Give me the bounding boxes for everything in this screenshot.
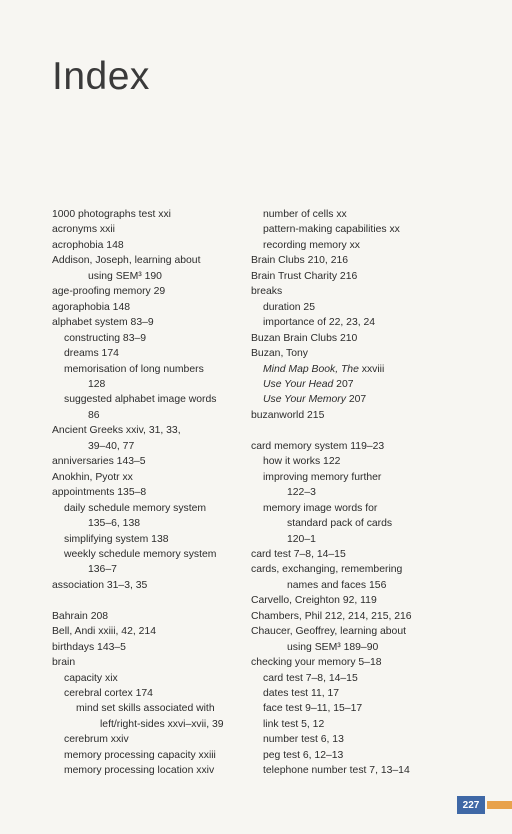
index-entry: Ancient Greeks xxiv, 31, 33, xyxy=(52,425,181,437)
index-column-right xyxy=(251,207,456,779)
index-entry: association 31–3, 35 xyxy=(52,579,148,591)
page-refs: 207 xyxy=(333,378,354,390)
index-subentry: mind set skills associated with xyxy=(76,703,215,715)
index-subentry: using SEM³ 190 xyxy=(88,270,162,282)
index-entry: alphabet system 83–9 xyxy=(52,317,154,329)
index-entry: Bell, Andi xxiii, 42, 214 xyxy=(52,626,156,638)
index-entry: acrophobia 148 xyxy=(52,239,124,251)
index-subentry: memory processing capacity xxiii xyxy=(64,749,216,761)
index-subentry: daily schedule memory system xyxy=(64,502,207,514)
page-number: 227 xyxy=(457,796,485,814)
page-refs: xxviii xyxy=(358,363,385,375)
index-subentry: capacity xix xyxy=(64,672,118,684)
index-subentry: 122–3 xyxy=(287,487,316,499)
index-subentry: standard pack of cards xyxy=(287,518,393,530)
index-entry: agoraphobia 148 xyxy=(52,301,131,313)
index-entry: acronyms xxii xyxy=(52,224,115,236)
index-subentry: names and faces 156 xyxy=(287,579,387,591)
index-subentry: cerebrum xxiv xyxy=(64,734,129,746)
index-subentry: pattern-making capabilities xx xyxy=(263,224,400,236)
entry-spacer xyxy=(251,423,456,438)
index-subentry: duration 25 xyxy=(263,301,315,313)
index-subentry: link test 5, 12 xyxy=(263,718,325,730)
index-entry: 1000 photographs test xxi xyxy=(52,209,171,220)
page-accent-stripe xyxy=(487,801,512,809)
index-subentry xyxy=(251,392,456,407)
page-refs: 207 xyxy=(345,394,367,406)
index-subentry: left/right-sides xxvi–xvii, 39 xyxy=(100,718,224,730)
index-subentry: 135–6, 138 xyxy=(88,518,141,530)
index-subentry: suggested alphabet image words xyxy=(64,394,217,406)
index-entry: Chaucer, Geoffrey, learning about xyxy=(251,626,406,638)
index-subentry: cerebral cortex 174 xyxy=(64,688,153,700)
index-entry: Addison, Joseph, learning about xyxy=(52,255,201,267)
index-entry: Anokhin, Pyotr xx xyxy=(52,471,133,483)
index-entry: breaks xyxy=(251,286,283,298)
index-subentry: peg test 6, 12–13 xyxy=(263,749,344,761)
index-subentry: how it works 122 xyxy=(263,456,341,468)
index-entry: card test 7–8, 14–15 xyxy=(251,548,346,560)
index-entry: anniversaries 143–5 xyxy=(52,456,146,468)
index-column-left xyxy=(52,207,257,779)
index-entry: Brain Clubs 210, 216 xyxy=(251,255,349,267)
index-subentry: memory image words for xyxy=(263,502,378,514)
index-subentry: 136–7 xyxy=(88,564,117,576)
index-subentry: telephone number test 7, 13–14 xyxy=(263,765,410,777)
index-entry: Buzan Brain Clubs 210 xyxy=(251,332,358,344)
index-subentry: dates test 11, 17 xyxy=(263,688,340,700)
index-entry: checking your memory 5–18 xyxy=(251,657,382,669)
index-subentry: number of cells xx xyxy=(263,209,347,220)
index-subentry: improving memory further xyxy=(263,471,382,483)
index-entry: Buzan, Tony xyxy=(251,348,308,360)
index-subentry xyxy=(251,362,456,377)
index-subentry: 86 xyxy=(88,409,100,421)
index-entry: age-proofing memory 29 xyxy=(52,286,166,298)
index-subentry: 120–1 xyxy=(287,533,316,545)
book-title: Use Your Head xyxy=(263,378,334,390)
index-subentry: 39–40, 77 xyxy=(88,440,135,452)
index-subentry: memory processing location xxiv xyxy=(64,765,215,777)
index-subentry: 128 xyxy=(88,378,106,390)
index-entry: birthdays 143–5 xyxy=(52,641,126,653)
index-subentry: recording memory xx xyxy=(263,239,361,251)
index-entry: Chambers, Phil 212, 214, 215, 216 xyxy=(251,610,412,622)
index-subentry: face test 9–11, 15–17 xyxy=(263,703,363,715)
book-title: Use Your Memory xyxy=(263,394,346,406)
book-title: Mind Map Book, The xyxy=(263,363,359,375)
index-entry: Brain Trust Charity 216 xyxy=(251,270,358,282)
index-entry: Carvello, Creighton 92, 119 xyxy=(251,595,377,607)
index-subentry: dreams 174 xyxy=(64,348,119,360)
index-entry: Bahrain 208 xyxy=(52,610,109,622)
index-subentry xyxy=(251,377,456,392)
index-entry: card memory system 119–23 xyxy=(251,440,385,452)
index-subentry: memorisation of long numbers xyxy=(64,363,204,375)
index-subentry: importance of 22, 23, 24 xyxy=(263,317,376,329)
index-subentry: constructing 83–9 xyxy=(64,332,147,344)
index-entry: appointments 135–8 xyxy=(52,487,147,499)
index-subentry: simplifying system 138 xyxy=(64,533,169,545)
index-subentry: card test 7–8, 14–15 xyxy=(263,672,358,684)
index-entry: brain xyxy=(52,657,76,669)
index-subentry: weekly schedule memory system xyxy=(64,548,217,560)
entry-spacer xyxy=(52,593,257,608)
index-entry: buzanworld 215 xyxy=(251,409,325,421)
index-subentry: number test 6, 13 xyxy=(263,734,344,746)
index-entry: cards, exchanging, remembering xyxy=(251,564,403,576)
index-subentry: using SEM³ 189–90 xyxy=(287,641,379,653)
page-title: Index xyxy=(52,55,150,98)
